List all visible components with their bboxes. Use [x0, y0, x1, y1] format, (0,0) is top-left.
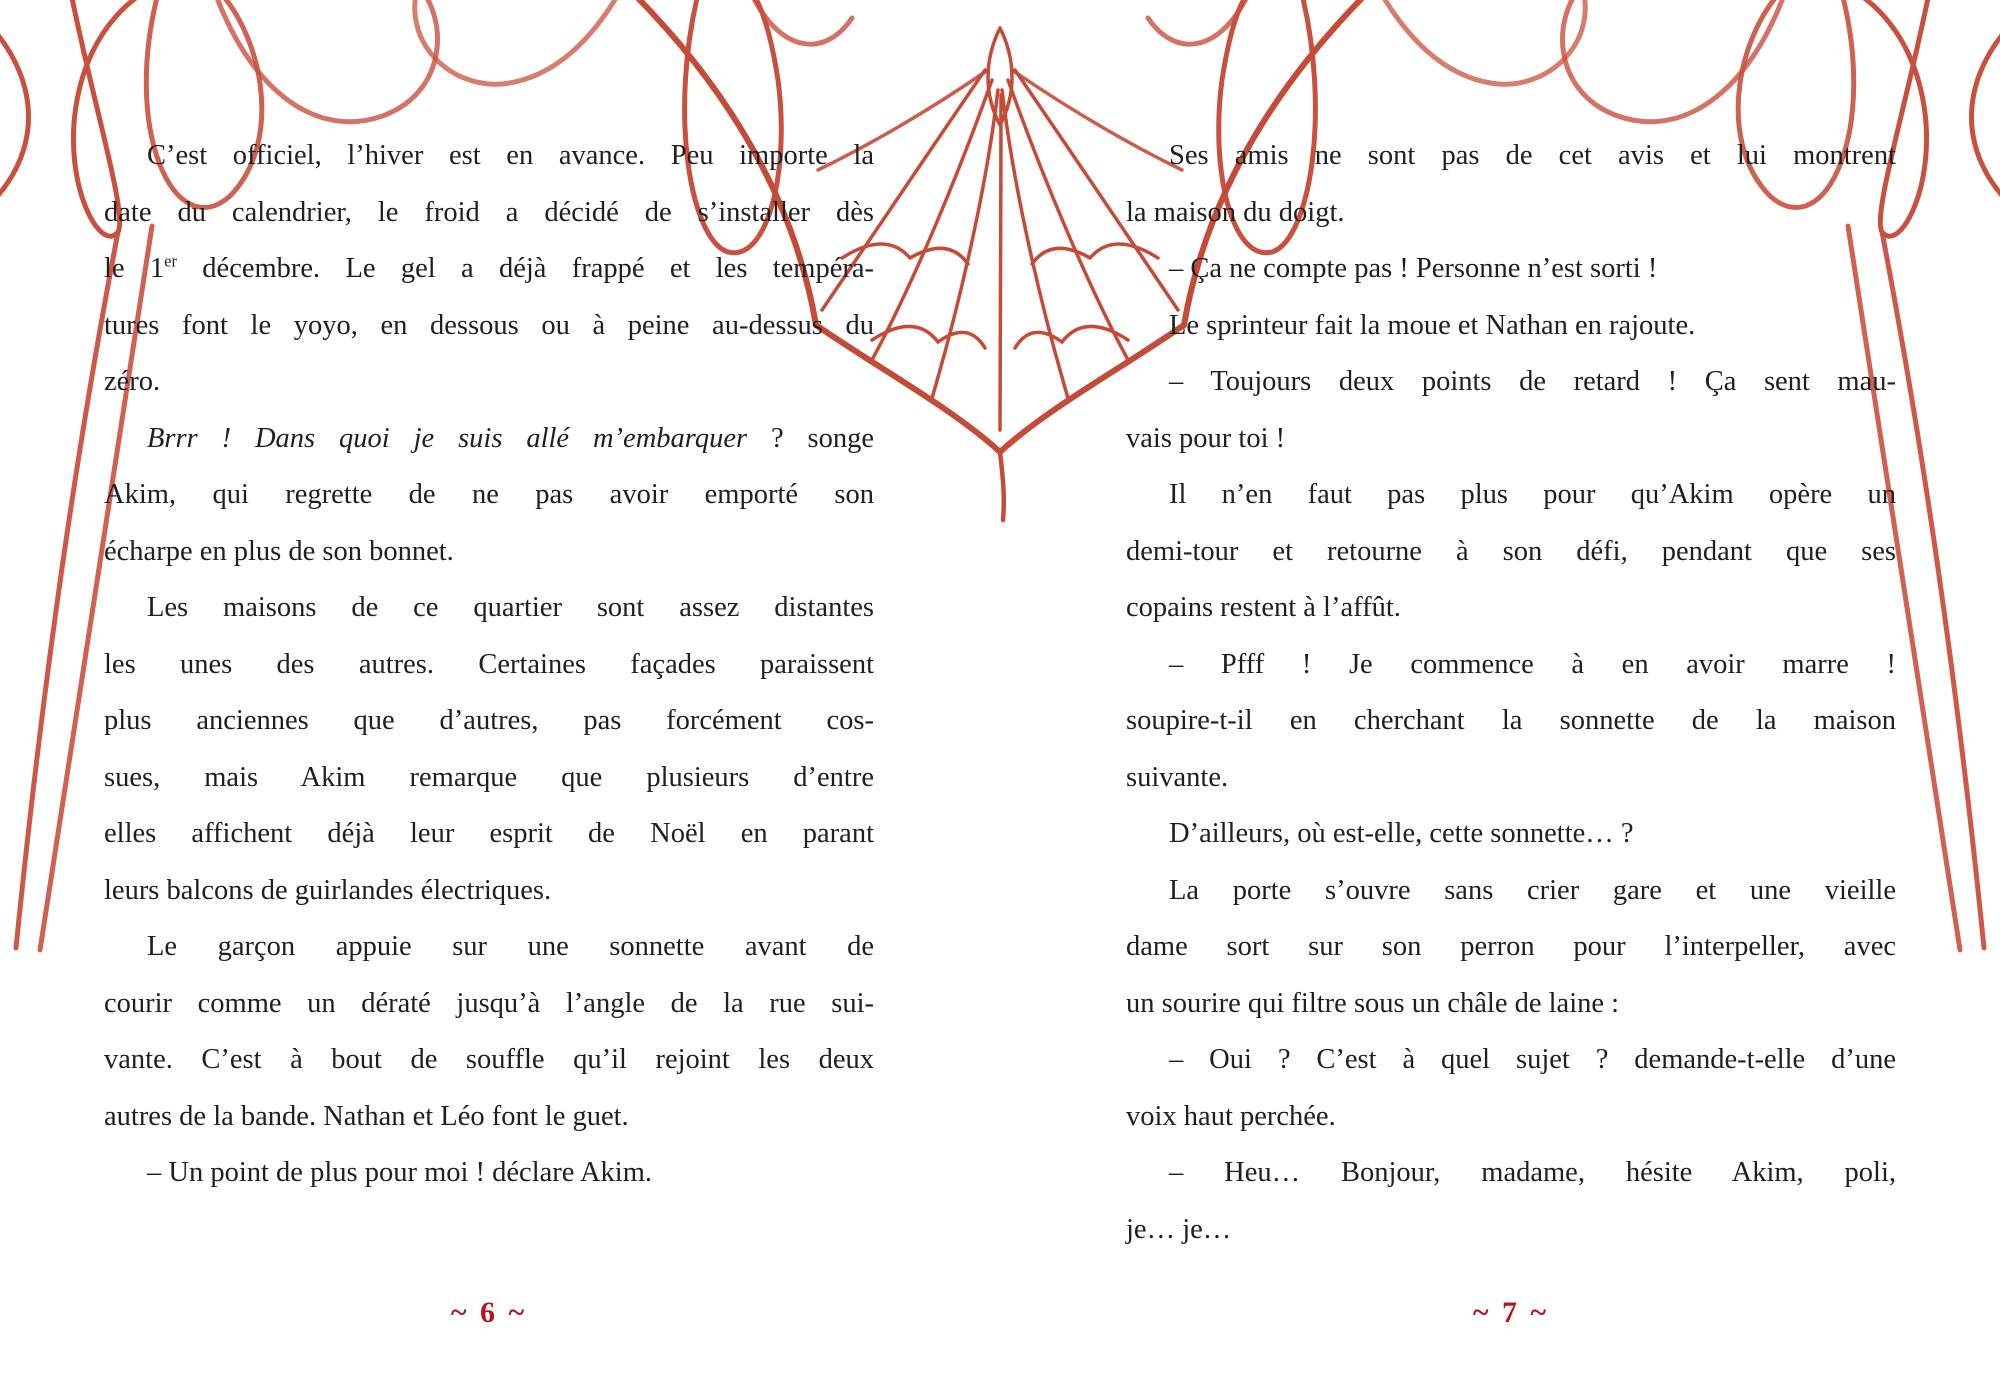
decorative-stroke	[212, 0, 437, 122]
text-line: zéro.	[104, 366, 161, 397]
text-line: la maison du doigt.	[1126, 196, 1345, 228]
text-line: – Ça ne compte pas ! Personne n’est sorti !	[1169, 253, 1658, 284]
text-line: Les maisons de ce quartier sont assez distantes	[147, 592, 874, 623]
page-number-7: ~ 7 ~	[1472, 1296, 1550, 1329]
text-line: suivante.	[1126, 761, 1229, 793]
text-line: leurs balcons de guirlandes électriques.	[104, 874, 552, 906]
text-line: – Heu… Bonjour, madame, hésite Akim, poli,	[1169, 1157, 1896, 1188]
text-line: autres de la bande. Nathan et Léo font le guet.	[104, 1100, 629, 1132]
text-line: soupire-t-il en cherchant la sonnette de la maison	[1126, 705, 1896, 736]
ordinal-superscript: er	[164, 251, 177, 271]
decorative-stroke	[748, 0, 852, 44]
page-6-text	[104, 128, 874, 1202]
text-line: je… je…	[1126, 1213, 1232, 1245]
web-arc	[1015, 326, 1128, 348]
text-line: – Oui ? C’est à quel sujet ? demande-t-elle d’une	[1169, 1044, 1896, 1075]
text-line: les unes des autres. Certaines façades paraissent	[104, 648, 874, 680]
text-line: sues, mais Akim remarque que plusieurs d’entre	[104, 761, 874, 793]
text-line	[104, 241, 874, 298]
text-line: un sourire qui filtre sous un châle de laine :	[1126, 987, 1620, 1019]
text-line: Il n’en faut pas plus pour qu’Akim opère un	[1169, 479, 1896, 510]
text-line: dame sort sur son perron pour l’interpeller, avec	[1126, 931, 1896, 962]
text-line: copains restent à l’affût.	[1126, 592, 1401, 623]
web-leaf	[988, 28, 1012, 125]
italic-thought: Brrr ! Dans quoi je suis allé m’embarquer	[147, 422, 748, 454]
text-line: voix haut perchée.	[1126, 1100, 1336, 1132]
text-line: vante. C’est à bout de souffle qu’il rejoint les deux	[104, 1044, 874, 1075]
text-line: C’est officiel, l’hiver est en avance. Peu importe la	[147, 140, 874, 171]
text-line: Le sprinteur fait la moue et Nathan en rajoute.	[1169, 309, 1696, 341]
text-line: courir comme un dératé jusqu’à l’angle de la rue sui-	[104, 987, 874, 1019]
text-line: tures font le yoyo, en dessous ou à peine au-dessus du	[104, 309, 874, 341]
text-line: écharpe en plus de son bonnet.	[104, 535, 454, 567]
text-line: demi-tour et retourne à son défi, pendant que ses	[1126, 535, 1896, 567]
text-line: elles affichent déjà leur esprit de Noël en parant	[104, 818, 874, 849]
text-segment: décembre. Le gel a déjà frappé et les tempéra-	[176, 253, 874, 284]
text-line: vais pour toi !	[1126, 422, 1286, 454]
text-line: Ses amis ne sont pas de cet avis et lui montrent	[1169, 140, 1896, 171]
web-spoke	[1008, 80, 1128, 360]
text-line: La porte s’ouvre sans crier gare et une vieille	[1169, 874, 1896, 906]
text-line: plus anciennes que d’autres, pas forcément cos-	[104, 705, 874, 736]
web-tail	[1000, 452, 1004, 520]
text-line: date du calendrier, le froid a décidé de s’installer dès	[104, 196, 874, 228]
web-spoke	[1000, 95, 1001, 430]
text-line: Le garçon appuie sur une sonnette avant de	[147, 931, 874, 962]
page-7-text	[1126, 128, 1896, 1258]
text-line	[104, 411, 874, 468]
web-arc	[872, 326, 985, 348]
web-spoke	[932, 90, 998, 398]
text-segment: ? songe	[747, 422, 875, 454]
page-number-6: ~ 6 ~	[450, 1296, 528, 1329]
web-spoke	[872, 80, 992, 360]
decorative-stroke	[0, 30, 29, 200]
decorative-stroke	[16, 232, 118, 948]
text-line: D’ailleurs, où est-elle, cette sonnette… ?	[1169, 818, 1634, 849]
decorative-stroke	[415, 0, 622, 84]
text-line: – Un point de plus pour moi ! déclare Akim.	[147, 1157, 652, 1188]
text-line: – Toujours deux points de retard ! Ça sent mau-	[1169, 366, 1896, 397]
web-spoke	[1002, 90, 1068, 398]
text-segment: le 1	[104, 253, 165, 284]
text-line: Akim, qui regrette de ne pas avoir emporté son	[104, 479, 874, 510]
text-line: – Pfff ! Je commence à en avoir marre !	[1169, 648, 1896, 680]
